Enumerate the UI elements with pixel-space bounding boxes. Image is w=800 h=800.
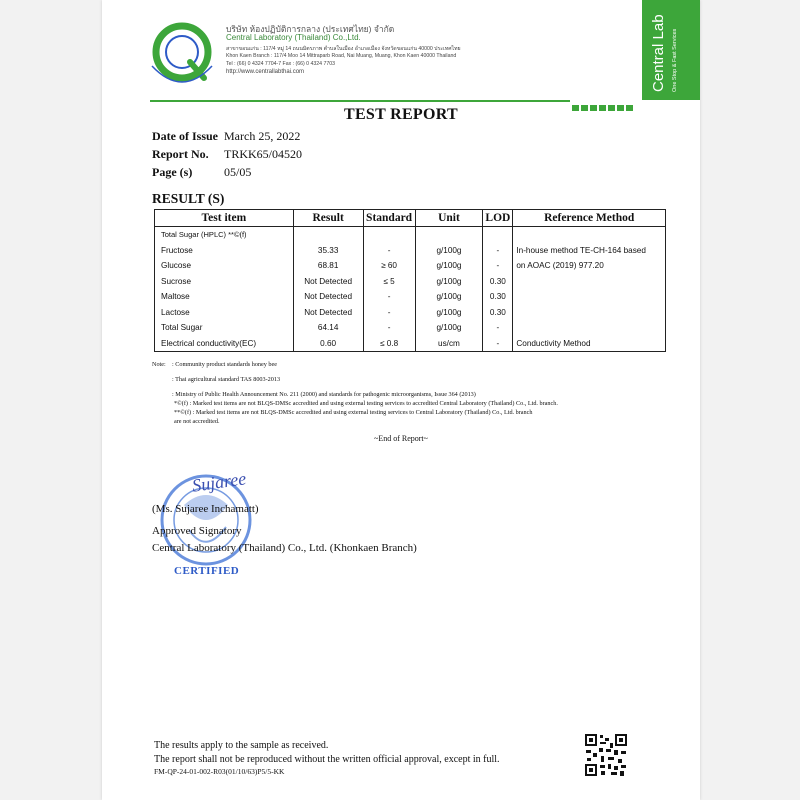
header-standard: Standard	[363, 210, 415, 227]
website-link[interactable]: http://www.centrallabthai.com	[226, 69, 305, 75]
standard-value: -	[363, 320, 415, 336]
result-value: 35.33	[293, 243, 363, 259]
reference-method: on AOAC (2019) 977.20	[513, 258, 666, 274]
header-result: Result	[293, 210, 363, 227]
note-line: **©(f) : Marked test items are not BLQS-DMSc accredited and using external testing services to Central Laboratory (Thailand) Co., Ltd. branch	[174, 409, 533, 416]
unit-value: g/100g	[415, 274, 483, 290]
table-row	[155, 336, 666, 352]
test-item: Lactose	[155, 305, 294, 321]
tab-subtitle: One Stop & Fast Services	[672, 28, 678, 92]
signatory-organization: Central Laboratory (Thailand) Co., Ltd. (Khonkaen Branch)	[152, 542, 417, 554]
unit-value: g/100g	[415, 289, 483, 305]
lod-value: 0.30	[483, 289, 513, 305]
test-item: Sucrose	[155, 274, 294, 290]
header-unit: Unit	[415, 210, 483, 227]
table-row	[155, 258, 666, 274]
header-divider	[150, 100, 570, 102]
signatory-name: (Ms. Sujaree Inchamatt)	[152, 503, 259, 515]
test-item: Total Sugar	[155, 320, 294, 336]
company-name-thai: บริษัท ห้องปฏิบัติการกลาง (ประเทศไทย) จำกัด	[226, 24, 395, 34]
table-group-row	[155, 227, 666, 243]
table-row	[155, 243, 666, 259]
note-line: *©(f) : Marked test items are not BLQS-DMSc accredited and using external testing services to accredited Central Laboratory (Thailand) Co., Ltd. branch.	[174, 400, 558, 407]
result-value: 64.14	[293, 320, 363, 336]
lod-value: -	[483, 258, 513, 274]
standard-value: -	[363, 289, 415, 305]
lod-value: 0.30	[483, 274, 513, 290]
lod-value: -	[483, 320, 513, 336]
note-line: : Community product standards honey bee	[172, 361, 277, 368]
tab-title: Central Lab	[650, 14, 667, 92]
lod-value: -	[483, 243, 513, 259]
standard-value: ≥ 60	[363, 258, 415, 274]
certified-stamp-text: CERTIFIED	[174, 565, 240, 577]
date-of-issue-label: Date of Issue	[152, 129, 218, 143]
page-count-label: Page (s)	[152, 165, 193, 179]
signatory-role: Approved Signatory	[152, 525, 242, 537]
reference-method: Conductivity Method	[513, 336, 666, 352]
note-line: are not accredited.	[174, 418, 220, 425]
standard-value: ≤ 5	[363, 274, 415, 290]
result-value: 0.60	[293, 336, 363, 352]
table-header-row	[155, 210, 666, 227]
result-value: 68.81	[293, 258, 363, 274]
standard-value: ≤ 0.8	[363, 336, 415, 352]
unit-value: g/100g	[415, 305, 483, 321]
note-line: : Thai agricultural standard TAS 8003-2013	[172, 376, 281, 383]
table-row	[155, 289, 666, 305]
footer-disclaimer-1: The results apply to the sample as received.	[154, 740, 329, 751]
test-item: Electrical conductivity(EC)	[155, 336, 294, 352]
end-of-report: ~End of Report~	[374, 434, 428, 443]
report-number-label: Report No.	[152, 147, 209, 161]
handwritten-signature: Sujaree	[190, 468, 248, 496]
table-row	[155, 274, 666, 290]
header-reference-method: Reference Method	[513, 210, 666, 227]
standard-value: -	[363, 305, 415, 321]
note-label: Note:	[152, 361, 166, 368]
test-item: Fructose	[155, 243, 294, 259]
central-lab-logo	[142, 14, 222, 94]
unit-value: g/100g	[415, 258, 483, 274]
report-title: TEST REPORT	[343, 106, 459, 123]
reference-method: In-house method TE-CH-164 based	[513, 243, 666, 259]
result-value: Not Detected	[293, 289, 363, 305]
results-heading: RESULT (S)	[152, 191, 225, 206]
form-code: FM-QP-24-01-002-R03(01/10/63)P5/5-KK	[154, 767, 285, 776]
contact-phone-fax: Tel : (66) 0 4324 7704-7 Fax : (66) 0 4324 7703	[226, 61, 336, 67]
branch-address-thai: สาขาขอนแก่น : 117/4 หมู่ 14 ถนนมิตรภาพ ตำบลในเมือง อำเภอเมือง จังหวัดขอนแก่น 40000 ประเทศไทย	[226, 46, 461, 52]
header-lod: LOD	[483, 210, 513, 227]
group-label: Total Sugar (HPLC) **©(f)	[155, 227, 294, 243]
unit-value: us/cm	[415, 336, 483, 352]
test-item: Glucose	[155, 258, 294, 274]
results-table	[154, 209, 666, 352]
footer-disclaimer-2: The report shall not be reproduced without the written official approval, except in full.	[154, 754, 500, 765]
header-test-item: Test item	[155, 210, 294, 227]
report-number-value: TRKK65/04520	[224, 147, 302, 161]
branch-address-english: Khon Kaen Branch : 117/4 Moo 14 Mittraparb Road, Nai Muang, Muang, Khon Kaen 40000 Thailand	[226, 53, 457, 59]
standard-value: -	[363, 243, 415, 259]
note-line: : Ministry of Public Health Announcement No. 211 (2000) and standards for pathogenic microorganisms, Issue 364 (2013)	[172, 391, 476, 398]
test-item: Maltose	[155, 289, 294, 305]
lod-value: -	[483, 336, 513, 352]
central-lab-tab	[642, 0, 700, 100]
unit-value: g/100g	[415, 243, 483, 259]
date-of-issue-value: March 25, 2022	[224, 129, 301, 143]
unit-value: g/100g	[415, 320, 483, 336]
result-value: Not Detected	[293, 305, 363, 321]
qr-code	[584, 733, 628, 777]
table-row	[155, 320, 666, 336]
company-name-english: Central Laboratory (Thailand) Co.,Ltd.	[226, 33, 361, 42]
lod-value: 0.30	[483, 305, 513, 321]
page-count-value: 05/05	[224, 165, 252, 179]
report-page	[102, 0, 700, 800]
result-value: Not Detected	[293, 274, 363, 290]
table-row	[155, 305, 666, 321]
